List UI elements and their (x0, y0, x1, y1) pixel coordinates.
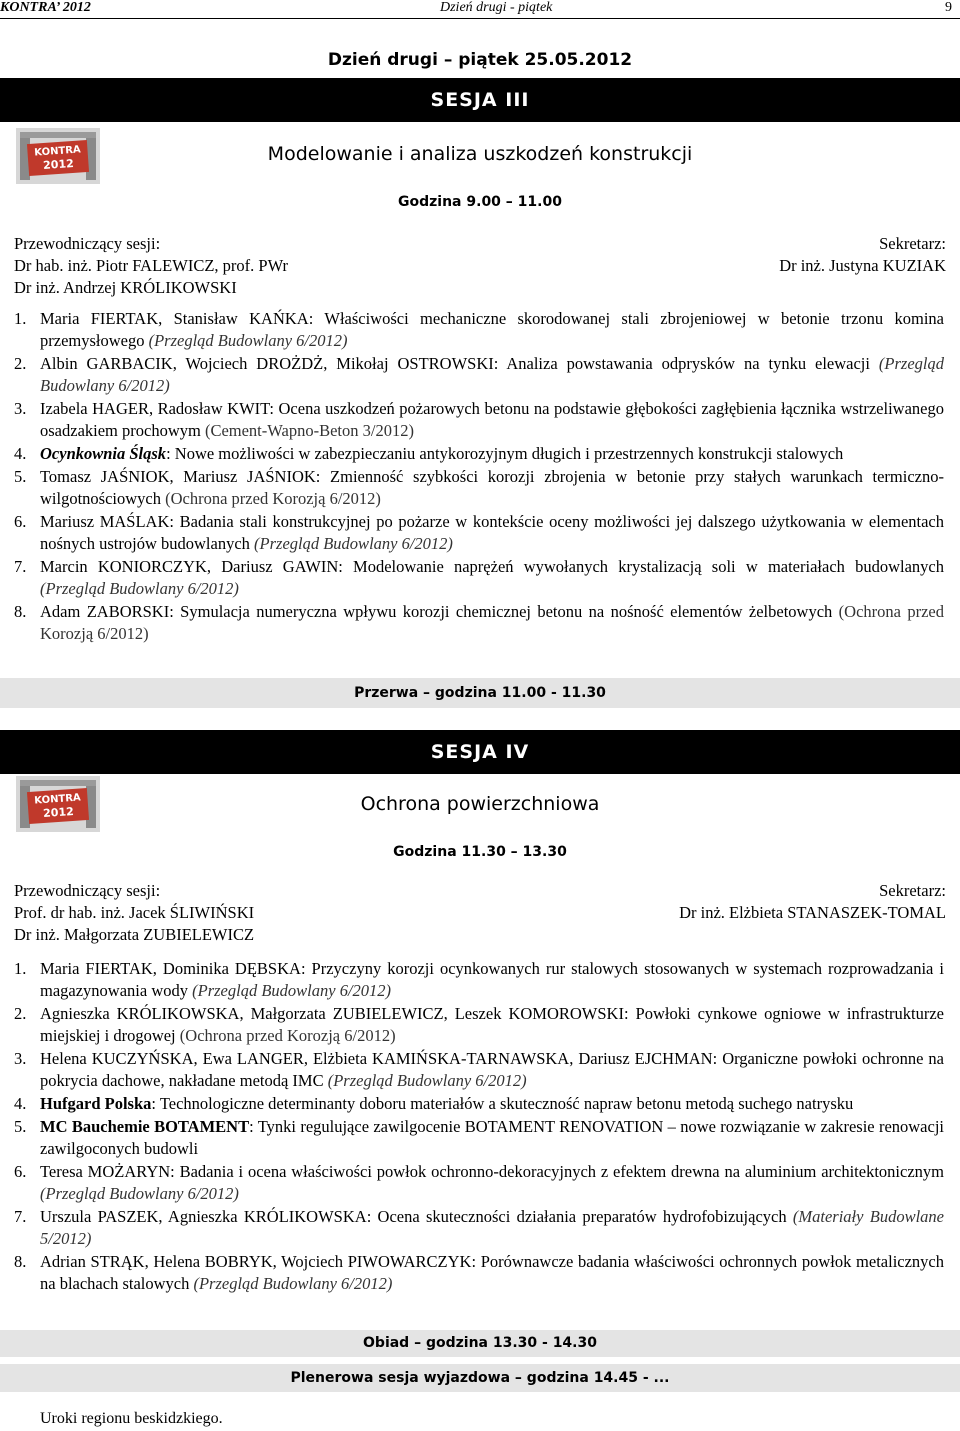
paper-number: 4. (14, 1094, 27, 1113)
paper-source: (Przegląd Budowlany 6/2012) (40, 1184, 239, 1203)
paper-authors: Marcin KONIORCZYK, Dariusz GAWIN (40, 557, 339, 576)
paper-title: : Powłoki cynkowe ogniowe w infrastrukturze miejskiej i drogowej (40, 1004, 944, 1045)
paper-number: 1. (14, 309, 27, 328)
paper-source: (Przegląd Budowlany 6/2012) (327, 1071, 527, 1090)
paper-item (14, 398, 944, 442)
paper-authors: Agnieszka KRÓLIKOWSKA, Małgorzata ZUBIELEWICZ, Leszek KOMOROWSKI (40, 1004, 624, 1023)
svg-text:KONTRA: KONTRA (34, 144, 82, 159)
page-number: 9 (945, 0, 952, 15)
paper-number: 7. (14, 557, 27, 576)
paper-source: (Przegląd Budowlany 6/2012) (40, 579, 239, 598)
paper-authors: Mariusz MAŚLAK (40, 512, 170, 531)
session3-secretary (779, 233, 946, 277)
paper-source: (Cement-Wapno-Beton 3/2012) (204, 421, 414, 440)
secretary-name: Dr inż. Elżbieta STANASZEK-TOMAL (679, 903, 946, 922)
paper-item (14, 1048, 944, 1092)
paper-source: (Przegląd Budowlany 6/2012) (193, 1274, 393, 1293)
paper-item (14, 556, 944, 600)
paper-number: 2. (14, 1004, 27, 1023)
session4-time: Godzina 11.30 – 13.30 (393, 844, 567, 860)
paper-source: (Przegląd Budowlany 6/2012) (148, 331, 348, 350)
paper-number: 5. (14, 1117, 27, 1136)
paper-item (14, 1116, 944, 1160)
paper-title: : Przyczyny korozji ocynkowanych rur stalowych stosowanych w systemach rozprowadzania i magazynowania wody (40, 959, 944, 1000)
paper-item (14, 1251, 944, 1295)
header-journal: KONTRA’ 2012 (0, 0, 91, 15)
session3-title: Modelowanie i analiza uszkodzeń konstrukcji (267, 143, 693, 165)
paper-item (14, 466, 944, 510)
paper-number: 8. (14, 602, 27, 621)
paper-authors: Ocynkownia Śląsk (40, 444, 167, 463)
paper-source: (Ochrona przed Korozją 6/2012) (179, 1026, 396, 1045)
secretary-name: Dr inż. Justyna KUZIAK (779, 256, 946, 275)
chair-name: Dr inż. Andrzej KRÓLIKOWSKI (14, 278, 237, 297)
paper-title: : Badania stali konstrukcyjnej po pożarze w kontekście oceny możliwości jej dalszego użytkowania w elementach nośnych ustrojów budowlanych (40, 512, 945, 553)
paper-number: 3. (14, 399, 27, 418)
paper-title: : Właściwości mechaniczne skorodowanej stali zbrojeniowej w betonie trzonu komina przemysłowego (40, 309, 944, 350)
paper-number: 4. (14, 444, 27, 463)
paper-title: : Nowe możliwości w zabezpieczaniu antykorozyjnym długich i przestrzennych konstrukcji stalowych (166, 444, 844, 463)
session3-time: Godzina 9.00 – 11.00 (398, 194, 562, 210)
paper-title: : Technologiczne determinanty doboru materiałów a skuteczność napraw betonu metodą suchego natrysku (151, 1094, 854, 1113)
session4-label: SESJA IV (0, 730, 960, 774)
footer-note: Uroki regionu beskidzkiego. (40, 1410, 223, 1427)
header-rule (0, 18, 960, 19)
paper-source: (Przegląd Budowlany 6/2012) (192, 981, 392, 1000)
paper-source: (Ochrona przed Korozją 6/2012) (40, 602, 944, 643)
paper-number: 6. (14, 1162, 27, 1181)
paper-authors: Izabela HAGER, Radosław KWIT (40, 399, 270, 418)
paper-title: : Zmienność szybkości korozji zbrojenia w betonie przy stałych warunkach termiczno-wilgotnościowych (40, 467, 944, 508)
paper-title: : Analiza powstawania odprysków na tynku elewacji (493, 354, 879, 373)
paper-authors: Adam ZABORSKI (40, 602, 170, 621)
paper-title: : Organiczne powłoki ochronne na pokrycia dachowe, nakładane metodą IMC (40, 1049, 945, 1090)
paper-number: 2. (14, 354, 27, 373)
paper-authors: Maria FIERTAK, Dominika DĘBSKA (40, 959, 301, 978)
session4-paper-list (14, 958, 944, 1296)
paper-item (14, 601, 944, 645)
paper-number: 3. (14, 1049, 27, 1068)
svg-text:2012: 2012 (42, 804, 75, 821)
paper-number: 5. (14, 467, 27, 486)
session4-title: Ochrona powierzchniowa (360, 793, 600, 815)
paper-authors: Maria FIERTAK, Stanisław KAŃKA (40, 309, 309, 328)
paper-source: (Ochrona przed Korozją 6/2012) (165, 489, 381, 508)
session3-paper-list (14, 308, 944, 646)
paper-item (14, 1161, 944, 1205)
paper-source: (Przegląd Budowlany 6/2012) (40, 354, 944, 395)
paper-source: (Przegląd Budowlany 6/2012) (254, 534, 453, 553)
day-heading: Dzień drugi – piątek 25.05.2012 (327, 50, 633, 70)
paper-item (14, 1003, 944, 1047)
outdoor-session-bar: Plenerowa sesja wyjazdowa – godzina 14.45 - ... (0, 1364, 960, 1392)
session3-label: SESJA III (0, 78, 960, 122)
paper-title: : Symulacja numeryczna wpływu korozji chemicznej betonu na nośność elementów żelbetowych (169, 602, 839, 621)
paper-number: 8. (14, 1252, 27, 1271)
paper-authors: Albin GARBACIK, Wojciech DROŻDŻ, Mikołaj OSTROWSKI (40, 354, 494, 373)
header-day: Dzień drugi - piątek (440, 0, 553, 15)
chair-name: Dr hab. inż. Piotr FALEWICZ, prof. PWr (14, 256, 288, 275)
chair-label: Przewodniczący sesji: (14, 881, 161, 900)
paper-authors: Teresa MOŻARYN (40, 1162, 171, 1181)
paper-authors: Hufgard Polska (40, 1094, 152, 1113)
paper-authors: MC Bauchemie BOTAMENT (40, 1117, 250, 1136)
running-header (0, 0, 960, 18)
paper-item (14, 443, 944, 465)
paper-title: : Tynki regulujące zawilgocenie BOTAMENT RENOVATION – nowe rozwiązanie w zakresie renowacji zawilgoconych budowli (40, 1117, 944, 1158)
paper-number: 6. (14, 512, 27, 531)
paper-title: : Modelowanie naprężeń wywołanych krystalizacją soli w materiałach budowlanych (338, 557, 944, 576)
paper-authors: Urszula PASZEK, Agnieszka KRÓLIKOWSKA (40, 1207, 367, 1226)
svg-text:2012: 2012 (42, 156, 75, 173)
secretary-label: Sekretarz: (879, 881, 946, 900)
paper-title: : Ocena uszkodzeń pożarowych betonu na podstawie głębokości zagłębienia łącznika wstrzeliwanego osadzakiem prochowym (40, 399, 944, 440)
break-bar: Przerwa – godzina 11.00 - 11.30 (0, 678, 960, 708)
paper-item (14, 308, 944, 352)
paper-authors: Helena KUCZYŃSKA, Ewa LANGER, Elżbieta KAMIŃSKA-TARNAWSKA, Dariusz EJCHMAN (40, 1049, 713, 1068)
paper-authors: Tomasz JAŚNIOK, Mariusz JAŚNIOK (40, 467, 316, 486)
paper-number: 7. (14, 1207, 27, 1226)
paper-item (14, 511, 944, 555)
chair-name: Dr inż. Małgorzata ZUBIELEWICZ (14, 925, 255, 944)
lunch-bar: Obiad – godzina 13.30 - 14.30 (0, 1330, 960, 1357)
paper-title: : Badania i ocena właściwości powłok ochronno-dekoracyjnych z efektem drewna na aluminium architektonicznym (170, 1162, 944, 1181)
session4-chairs (14, 880, 254, 946)
paper-title: : Porównawcze badania właściwości ochronnych powłok metalicznych na blachach stalowych (40, 1252, 944, 1293)
paper-item (14, 1093, 944, 1115)
paper-title: : Ocena skuteczności działania preparatów hydrofobizujących (366, 1207, 793, 1226)
paper-item (14, 1206, 944, 1250)
paper-number: 1. (14, 959, 27, 978)
paper-authors: Adrian STRĄK, Helena BOBRYK, Wojciech PIWOWARCZYK (40, 1252, 472, 1271)
chair-label: Przewodniczący sesji: (14, 234, 161, 253)
paper-item (14, 353, 944, 397)
chair-name: Prof. dr hab. inż. Jacek ŚLIWIŃSKI (14, 903, 255, 922)
secretary-label: Sekretarz: (879, 234, 946, 253)
svg-text:KONTRA: KONTRA (34, 792, 82, 807)
paper-item (14, 958, 944, 1002)
session3-chairs (14, 233, 288, 299)
session4-secretary (679, 880, 946, 924)
paper-source: (Materiały Budowlane 5/2012) (40, 1207, 944, 1248)
